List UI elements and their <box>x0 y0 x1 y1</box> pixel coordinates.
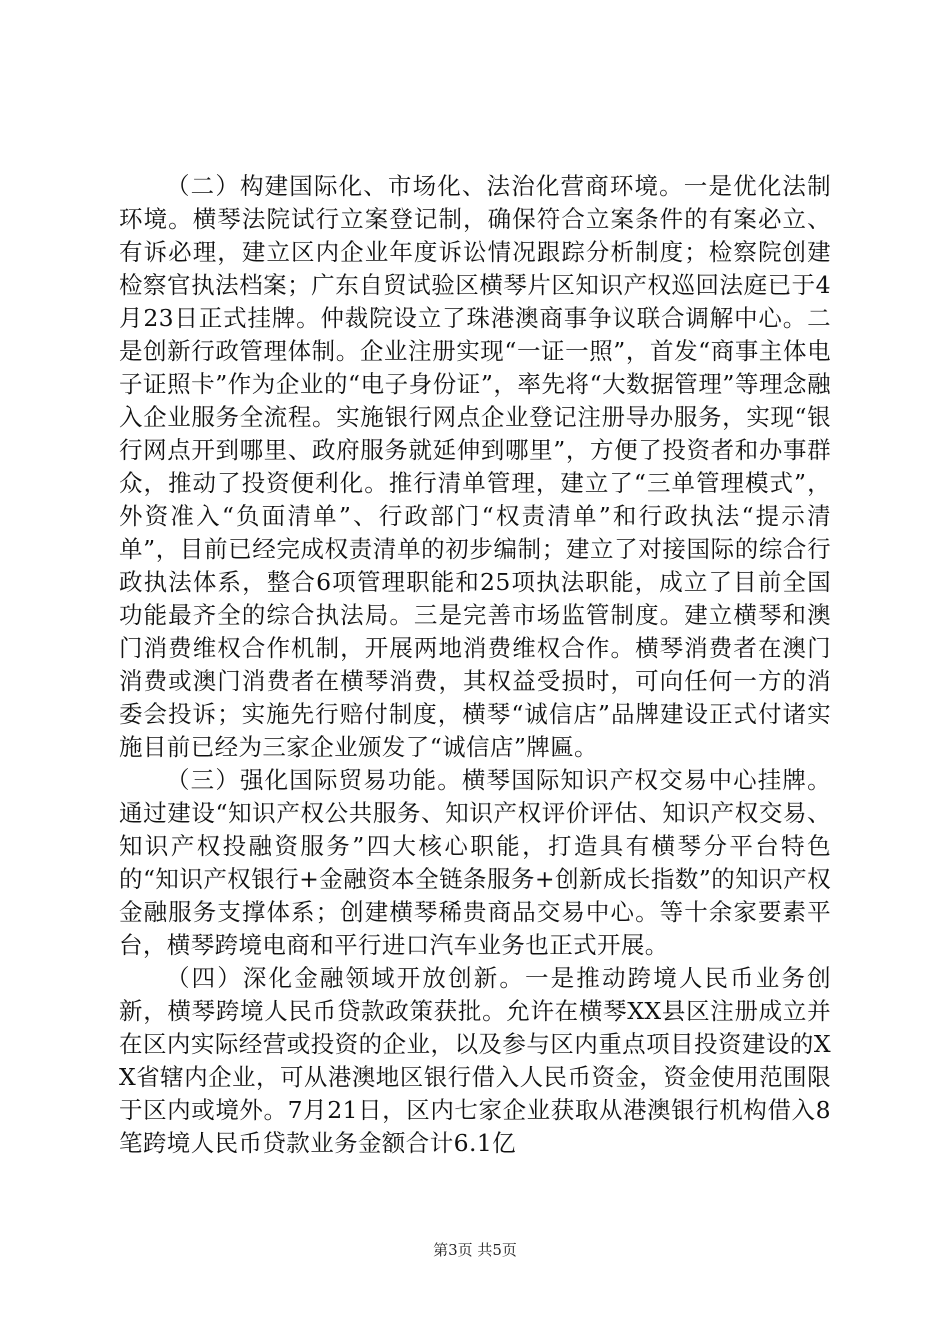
paragraph-financial-innovation: （四）深化金融领域开放创新。一是推动跨境人民币业务创新，横琴跨境人民币贷款政策获批。允许在横琴XX县区注册成立并在区内实际经营或投资的企业，以及参与区内重点项目投资建设的XX省辖内企业，可从港澳地区银行借入人民币资金，资金使用范围限于区内或境外。7月21日，区内七家企业获取从港澳银行机构借入8笔跨境人民币贷款业务金额合计6.1亿 <box>119 964 831 1157</box>
paragraph-business-environment: （二）构建国际化、市场化、法治化营商环境。一是优化法制环境。横琴法院试行立案登记制，确保符合立案条件的有案必立、有诉必理，建立区内企业年度诉讼情况跟踪分析制度；检察院创建检察官执法档案；广东自贸试验区横琴片区知识产权巡回法庭已于4月23日正式挂牌。仲裁院设立了珠港澳商事争议联合调解中心。二是创新行政管理体制。企业注册实现“一证一照”，首发“商事主体电子证照卡”作为企业的“电子身份证”，率先将“大数据管理”等理念融入企业服务全流程。实施银行网点企业登记注册导办服务，实现“银行网点开到哪里、政府服务就延伸到哪里”，方便了投资者和办事群众，推动了投资便利化。推行清单管理，建立了“三单管理模式”，外资准入“负面清单”、行政部门“权责清单”和行政执法“提示清单”，目前已经完成权责清单的初步编制；建立了对接国际的综合行政执法体系，整合6项管理职能和25项执法职能，成立了目前全国功能最齐全的综合执法局。三是完善市场监管制度。建立横琴和澳门消费维权合作机制，开展两地消费维权合作。横琴消费者在澳门消费或澳门消费者在横琴消费，其权益受损时，可向任何一方的消委会投诉；实施先行赔付制度，横琴“诚信店”品牌建设正式付诸实施目前已经为三家企业颁发了“诚信店”牌匾。 <box>119 172 831 761</box>
document-body <box>119 170 831 1160</box>
page-number-footer: 第3页 共5页 <box>433 1241 517 1259</box>
paragraph-international-trade: （三）强化国际贸易功能。横琴国际知识产权交易中心挂牌。通过建设“知识产权公共服务、知识产权评价评估、知识产权交易、知识产权投融资服务”四大核心职能，打造具有横琴分平台特色的“知识产权银行+金融资本全链条服务+创新成长指数”的知识产权金融服务支撑体系；创建横琴稀贵商品交易中心。等十余家要素平台，横琴跨境电商和平行进口汽车业务也正式开展。 <box>119 766 831 959</box>
